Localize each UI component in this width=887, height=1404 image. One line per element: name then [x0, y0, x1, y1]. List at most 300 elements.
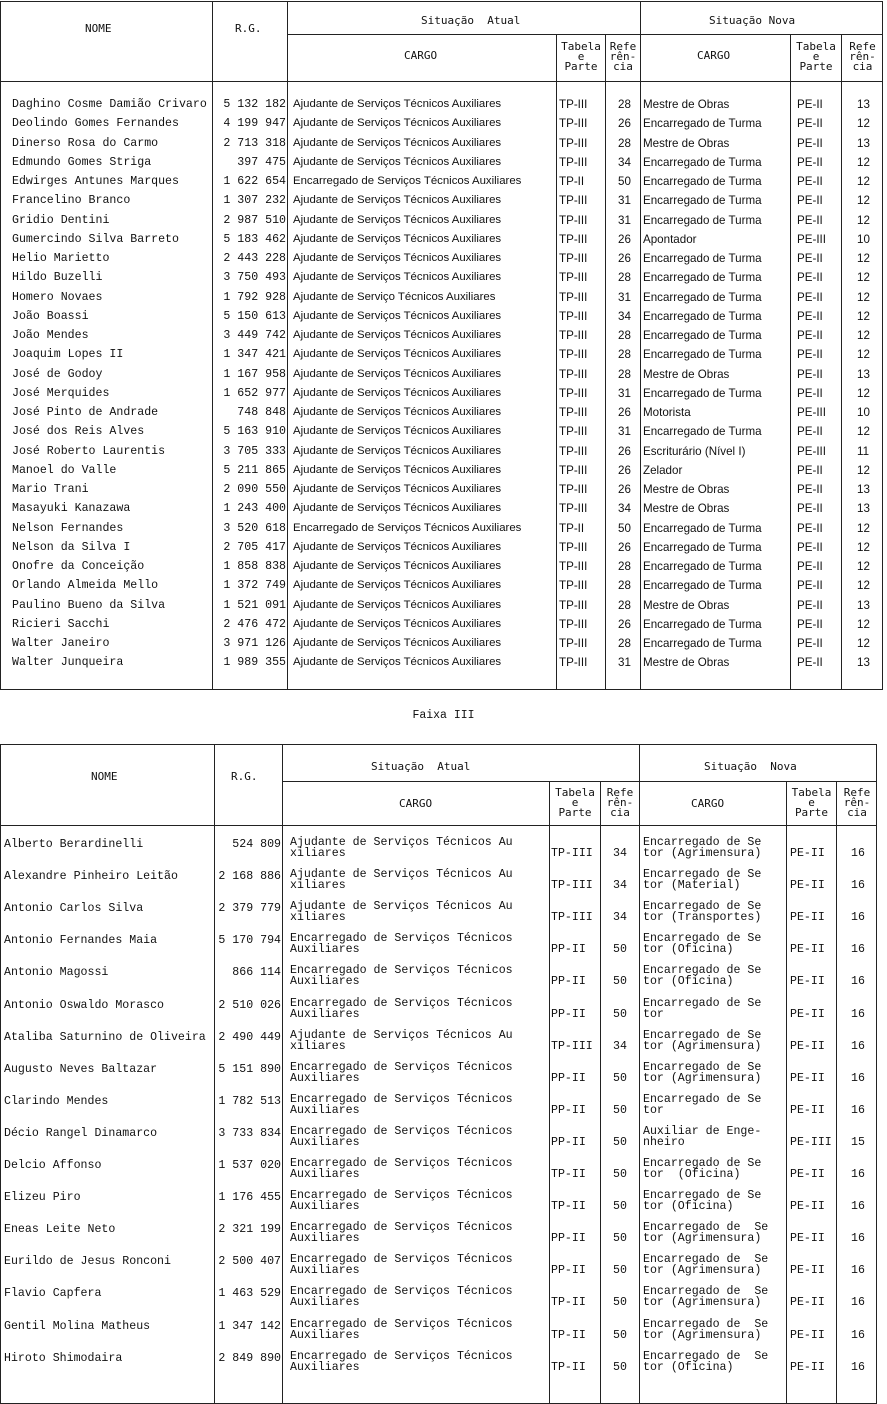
cell-novo-cargo: Auxiliar de Enge- nheiro: [643, 1124, 762, 1149]
cell-nome: Alexandre Pinheiro Leitão: [4, 870, 178, 884]
cell-novo-cargo: Encarregado de Se tor (Agrimensura): [643, 836, 762, 860]
cell-nova-ref: 16: [851, 943, 865, 957]
cell-ref: 28: [618, 367, 631, 381]
cell-tabela: TP-III: [559, 329, 588, 342]
cell-nova-ref: 12: [857, 463, 870, 477]
cell-cargo: Ajudante de Serviços Técnicos Au xiliares: [290, 900, 513, 925]
cell-cargo: Ajudante de Serviços Técnicos Auxiliares: [293, 232, 502, 245]
cell-nova-ref: 15: [851, 1135, 865, 1149]
cell-rg: 2 849 890: [218, 1351, 281, 1365]
cell-nova-tabela: PE-II: [797, 309, 823, 323]
cell-nome: Ricieri Sacchi: [12, 617, 110, 631]
cell-cargo: Encarregado de Serviços Técnicos Auxiliares: [293, 521, 522, 534]
cell-rg: 1 347 421: [223, 348, 286, 362]
cell-ref: 26: [618, 483, 631, 496]
cell-rg: 3 520 618: [223, 521, 286, 535]
header-tabela-atual: Tabela e Parte: [555, 786, 595, 819]
cell-cargo: Ajudante de Serviços Técnicos Auxiliares: [293, 252, 502, 264]
cell-novo-cargo: Encarregado de Turma: [643, 425, 762, 439]
cell-ref: 28: [618, 637, 631, 650]
cell-tabela: TP-III: [559, 290, 588, 304]
cell-novo-cargo: Encarregado de Turma: [643, 579, 762, 593]
cell-nova-ref: 11: [857, 444, 870, 458]
cell-nova-tabela: PE-II: [797, 483, 823, 496]
cell-tabela: TP-III: [559, 502, 588, 516]
header-cargo-nova: CARGO: [691, 797, 725, 810]
cell-ref: 50: [613, 1168, 627, 1181]
cell-nome: Eneas Leite Neto: [4, 1223, 116, 1237]
header-tabela-nova: Tabela e Parte: [791, 786, 832, 819]
cell-rg: 5 132 182: [223, 98, 286, 111]
cell-novo-cargo: Mestre de Obras: [643, 367, 730, 381]
cell-novo-cargo: Encarregado de Se tor (Oficina): [643, 1157, 762, 1181]
cell-tabela: PP-II: [551, 1135, 586, 1149]
cell-novo-cargo: Encarregado de Turma: [643, 271, 762, 285]
cell-nova-tabela: PE-II: [797, 521, 823, 535]
header-ref-atual: Refe rên- cia: [606, 786, 634, 819]
cell-tabela: TP-III: [559, 444, 588, 458]
cell-novo-cargo: Encarregado de Turma: [643, 386, 762, 400]
cell-rg: 1 858 838: [223, 560, 286, 573]
cell-tabela: PP-II: [551, 943, 586, 957]
cell-cargo: Ajudante de Serviços Técnicos Au xiliares: [290, 1028, 513, 1053]
cell-cargo: Ajudante de Serviços Técnicos Auxiliares: [293, 329, 502, 341]
cell-tabela: TP-III: [559, 155, 588, 169]
cell-tabela: TP-III: [559, 540, 588, 554]
cell-rg: 1 372 749: [223, 579, 286, 593]
cell-nova-tabela: PE-II: [797, 617, 823, 631]
cell-novo-cargo: Encarregado de Se tor (Agrimensura): [643, 1317, 769, 1342]
cell-cargo: Encarregado de Serviços Técnicos Auxiliares: [290, 1124, 513, 1149]
cell-cargo: Encarregado de Serviços Técnicos Auxiliares: [290, 1253, 513, 1278]
cell-tabela: TP-III: [559, 213, 588, 227]
cell-tabela: TP-III: [551, 847, 593, 860]
cell-nova-tabela: PE-II: [797, 271, 823, 285]
cell-nova-ref: 12: [857, 309, 870, 323]
cell-nova-tabela: PE-II: [790, 1103, 825, 1117]
cell-rg: 3 449 742: [223, 329, 286, 342]
cell-novo-cargo: Encarregado de Turma: [643, 521, 762, 535]
cell-nova-tabela: PE-II: [797, 540, 823, 554]
cell-cargo: Ajudante de Serviços Técnicos Auxiliares: [293, 386, 502, 399]
cell-nome: Flavio Capfera: [4, 1287, 102, 1301]
cell-nova-tabela: PE-II: [790, 1168, 825, 1181]
cell-nova-tabela: PE-II: [797, 502, 823, 516]
cell-nome: José de Godoy: [12, 367, 103, 381]
cell-ref: 34: [613, 879, 627, 893]
cell-tabela: TP-II: [551, 1328, 586, 1342]
cell-novo-cargo: Encarregado de Turma: [643, 617, 762, 631]
cell-nova-ref: 16: [851, 879, 865, 893]
header-cargo-atual: CARGO: [404, 49, 438, 62]
cell-tabela: TP-II: [551, 1296, 586, 1310]
cell-novo-cargo: Encarregado de Se tor (Transportes): [643, 900, 762, 925]
cell-nome: José Merquides: [12, 386, 110, 400]
cell-nova-ref: 12: [857, 617, 870, 631]
cell-nome: João Boassi: [12, 309, 89, 323]
cell-nova-tabela: PE-II: [797, 348, 823, 362]
cell-rg: 2 443 228: [223, 252, 286, 265]
cell-tabela: TP-III: [559, 367, 588, 381]
cell-rg: 2 510 026: [218, 998, 281, 1012]
cell-ref: 50: [613, 975, 627, 989]
cell-novo-cargo: Encarregado de Turma: [643, 329, 762, 342]
cell-tabela: TP-III: [559, 637, 588, 650]
cell-nova-ref: 16: [851, 1360, 865, 1374]
cell-nova-tabela: PE-II: [790, 943, 825, 957]
cell-rg: 1 307 232: [223, 194, 286, 208]
cell-cargo: Ajudante de Serviços Técnicos Auxiliares: [293, 406, 502, 418]
cell-ref: 31: [618, 386, 631, 400]
cell-nova-ref: 16: [851, 1103, 865, 1117]
cell-novo-cargo: Encarregado de Turma: [643, 252, 762, 265]
cell-nome: Deolindo Gomes Fernandes: [12, 117, 179, 131]
cell-novo-cargo: Encarregado de Se tor (Oficina): [643, 1349, 769, 1374]
cell-nova-tabela: PE-II: [790, 911, 825, 925]
cell-nome: Gentil Molina Matheus: [4, 1319, 151, 1333]
cell-rg: 5 183 462: [223, 232, 286, 246]
cell-nova-tabela: PE-III: [790, 1135, 832, 1149]
cell-nova-tabela: PE-II: [797, 155, 823, 169]
header-nome: NOME: [85, 22, 112, 35]
cell-tabela: PP-II: [551, 1007, 586, 1021]
header-ref-nova: Refe rên- cia: [843, 786, 871, 819]
cell-novo-cargo: Encarregado de Se tor (Agrimensura): [643, 1253, 769, 1278]
cell-ref: 34: [613, 911, 627, 925]
cell-nova-ref: 16: [851, 1200, 865, 1214]
cell-novo-cargo: Encarregado de Se tor (Agrimensura): [643, 1221, 769, 1246]
cell-nome: Edmundo Gomes Striga: [12, 155, 152, 169]
cell-nova-ref: 10: [857, 406, 870, 419]
cell-nome: Masayuki Kanazawa: [12, 502, 131, 516]
cell-rg: 5 170 794: [218, 934, 281, 948]
cell-nova-tabela: PE-II: [797, 175, 823, 188]
cell-novo-cargo: Encarregado de Se tor (Agrimensura): [643, 1028, 762, 1053]
cell-novo-cargo: Mestre de Obras: [643, 136, 730, 150]
cell-rg: 5 163 910: [223, 425, 286, 439]
cell-nome: Helio Marietto: [12, 252, 110, 265]
cell-cargo: Encarregado de Serviços Técnicos Auxiliares: [290, 964, 513, 989]
header-ref-nova: Refe rên- cia: [849, 40, 876, 73]
cell-tabela: TP-III: [559, 252, 588, 265]
cell-cargo: Ajudante de Serviços Técnicos Auxiliares: [293, 309, 502, 322]
cell-novo-cargo: Mestre de Obras: [643, 656, 730, 670]
cell-rg: 2 379 779: [218, 902, 281, 916]
cell-tabela: TP-II: [559, 175, 585, 188]
header-rg: R.G.: [231, 770, 258, 783]
cell-nova-tabela: PE-II: [797, 136, 823, 150]
cell-rg: 1 463 529: [218, 1287, 281, 1301]
cell-ref: 50: [613, 1264, 627, 1278]
cell-cargo: Ajudante de Serviços Técnicos Auxiliares: [293, 271, 502, 284]
cell-nova-ref: 16: [851, 1168, 865, 1181]
cell-ref: 50: [613, 943, 627, 957]
cell-tabela: TP-II: [551, 1200, 586, 1214]
cell-tabela: TP-II: [551, 1360, 586, 1374]
cell-nova-tabela: PE-II: [797, 386, 823, 400]
cell-rg: 3 971 126: [223, 637, 286, 650]
cell-nome: Alberto Berardinelli: [4, 838, 144, 851]
cell-novo-cargo: Encarregado de Turma: [643, 175, 762, 188]
cell-nome: Paulino Bueno da Silva: [12, 598, 166, 612]
header-situacao-nova: Situação Nova: [704, 760, 797, 773]
cell-novo-cargo: Zelador: [643, 463, 683, 477]
cell-nova-tabela: PE-II: [790, 1039, 825, 1053]
header-tabela-nova: Tabela e Parte: [796, 40, 836, 73]
cell-ref: 26: [618, 252, 631, 265]
cell-rg: 524 809: [232, 838, 281, 851]
cell-novo-cargo: Mestre de Obras: [643, 483, 730, 496]
cell-cargo: Ajudante de Serviços Técnicos Auxiliares: [293, 656, 502, 669]
cell-tabela: TP-III: [559, 348, 588, 362]
cell-nova-ref: 13: [857, 656, 870, 670]
cell-cargo: Ajudante de Serviços Técnicos Auxiliares: [293, 155, 502, 168]
cell-tabela: PP-II: [551, 1103, 586, 1117]
cell-nova-ref: 13: [857, 598, 870, 612]
cell-rg: 1 243 400: [223, 502, 286, 516]
cell-rg: 4 199 947: [223, 117, 286, 131]
cell-nome: José Pinto de Andrade: [12, 406, 159, 419]
header-situacao-nova: Situação Nova: [709, 14, 796, 27]
cell-nova-ref: 12: [857, 637, 870, 650]
cell-ref: 28: [618, 598, 631, 612]
cell-nova-ref: 12: [857, 579, 870, 593]
cell-novo-cargo: Encarregado de Turma: [643, 194, 762, 208]
cell-cargo: Ajudante de Serviços Técnicos Auxiliares: [293, 367, 502, 380]
cell-nova-tabela: PE-II: [790, 1071, 825, 1085]
cell-tabela: TP-III: [559, 579, 588, 593]
cell-nova-ref: 12: [857, 560, 870, 573]
cell-cargo: Ajudante de Serviços Técnicos Auxiliares: [293, 579, 502, 592]
header-nome: NOME: [91, 770, 118, 783]
cell-nome: Delcio Affonso: [4, 1159, 102, 1172]
cell-novo-cargo: Encarregado de Turma: [643, 117, 762, 131]
cell-nome: Gridio Dentini: [12, 213, 110, 227]
cell-nome: Eurildo de Jesus Ronconi: [4, 1255, 171, 1269]
cell-nome: Hiroto Shimodaira: [4, 1351, 123, 1365]
cell-nome: Gumercindo Silva Barreto: [12, 232, 179, 246]
cell-tabela: TP-III: [559, 560, 588, 573]
cell-ref: 34: [618, 309, 631, 323]
cell-nova-tabela: PE-II: [797, 329, 823, 342]
cell-cargo: Ajudante de Serviços Técnicos Auxiliares: [293, 444, 502, 457]
cell-nova-ref: 10: [857, 232, 870, 246]
cell-cargo: Ajudante de Serviços Técnicos Auxiliares: [293, 617, 502, 630]
cell-cargo: Ajudante de Serviços Técnicos Auxiliares: [293, 213, 502, 226]
cell-novo-cargo: Motorista: [643, 406, 691, 419]
cell-nova-tabela: PE-II: [790, 1232, 825, 1246]
promotion-table-2: [0, 744, 877, 1404]
cell-tabela: PP-II: [551, 1071, 586, 1085]
cell-nova-tabela: PE-II: [790, 1264, 825, 1278]
cell-nome: Augusto Neves Baltazar: [4, 1062, 158, 1076]
cell-cargo: Ajudante de Serviços Técnicos Au xiliares: [290, 836, 513, 860]
cell-ref: 50: [618, 521, 631, 535]
cell-tabela: TP-III: [559, 136, 588, 150]
cell-rg: 748 848: [237, 406, 286, 419]
cell-nova-ref: 12: [857, 194, 870, 208]
cell-nova-ref: 13: [857, 502, 870, 516]
cell-nome: Antonio Fernandes Maia: [4, 934, 158, 948]
cell-ref: 26: [618, 463, 631, 477]
cell-tabela: TP-III: [559, 425, 588, 439]
cell-cargo: Ajudante de Serviços Técnicos Au xiliares: [290, 868, 513, 893]
cell-nova-tabela: PE-II: [790, 1360, 825, 1374]
cell-novo-cargo: Mestre de Obras: [643, 98, 730, 111]
cell-ref: 31: [618, 194, 631, 208]
cell-novo-cargo: Encarregado de Se tor: [643, 1092, 762, 1117]
cell-tabela: TP-III: [559, 194, 588, 208]
cell-cargo: Ajudante de Serviços Técnicos Auxiliares: [293, 637, 502, 649]
cell-rg: 2 490 449: [218, 1030, 281, 1044]
cell-rg: 2 713 318: [223, 136, 286, 150]
promotion-table-1: [0, 1, 883, 690]
cell-nova-ref: 12: [857, 213, 870, 227]
cell-nome: Edwirges Antunes Marques: [12, 175, 179, 188]
cell-nome: Francelino Branco: [12, 194, 131, 208]
cell-cargo: Encarregado de Serviços Técnicos Auxiliares: [293, 175, 522, 187]
cell-cargo: Ajudante de Serviços Técnicos Auxiliares: [293, 136, 502, 149]
cell-novo-cargo: Encarregado de Se tor (Oficina): [643, 932, 762, 957]
cell-ref: 50: [613, 1103, 627, 1117]
cell-nome: Mario Trani: [12, 483, 89, 496]
cell-cargo: Encarregado de Serviços Técnicos Auxiliares: [290, 1060, 513, 1085]
cell-tabela: TP-III: [559, 656, 588, 670]
cell-tabela: PP-II: [551, 1232, 586, 1246]
cell-nova-ref: 13: [857, 367, 870, 381]
cell-nova-ref: 16: [851, 1328, 865, 1342]
cell-tabela: TP-III: [559, 117, 588, 131]
cell-nova-tabela: PE-III: [797, 406, 826, 419]
cell-novo-cargo: Encarregado de Turma: [643, 540, 762, 554]
cell-nova-ref: 16: [851, 975, 865, 989]
cell-rg: 1 176 455: [218, 1191, 281, 1205]
cell-rg: 1 167 958: [223, 367, 286, 381]
cell-nova-ref: 13: [857, 136, 870, 150]
cell-nova-tabela: PE-II: [797, 117, 823, 131]
cell-nova-ref: 12: [857, 252, 870, 265]
cell-ref: 31: [618, 656, 631, 670]
cell-novo-cargo: Encarregado de Se tor: [643, 996, 762, 1021]
cell-ref: 26: [618, 617, 631, 631]
cell-nova-tabela: PE-II: [790, 1007, 825, 1021]
cell-cargo: Encarregado de Serviços Técnicos Auxiliares: [290, 1157, 513, 1181]
cell-nova-tabela: PE-II: [797, 194, 823, 208]
cell-ref: 50: [613, 1232, 627, 1246]
cell-novo-cargo: Encarregado de Turma: [643, 213, 762, 227]
cell-nome: Antonio Oswaldo Morasco: [4, 998, 165, 1012]
cell-nova-ref: 12: [857, 521, 870, 535]
cell-tabela: TP-III: [559, 617, 588, 631]
cell-ref: 28: [618, 329, 631, 342]
cell-ref: 26: [618, 444, 631, 458]
cell-nome: Décio Rangel Dinamarco: [4, 1126, 158, 1140]
cell-novo-cargo: Encarregado de Turma: [643, 348, 762, 362]
cell-tabela: PP-II: [551, 975, 586, 989]
cell-nova-ref: 13: [857, 98, 870, 111]
cell-nova-ref: 12: [857, 329, 870, 342]
cell-nome: Ataliba Saturnino de Oliveira: [4, 1030, 206, 1044]
cell-tabela: TP-III: [559, 406, 588, 419]
cell-rg: 397 475: [237, 155, 286, 169]
cell-cargo: Encarregado de Serviços Técnicos Auxiliares: [290, 996, 513, 1021]
cell-nova-tabela: PE-II: [797, 290, 823, 304]
cell-rg: 5 150 613: [223, 309, 286, 323]
cell-novo-cargo: Encarregado de Turma: [643, 290, 762, 304]
section-title: Faixa III: [412, 709, 475, 722]
cell-nova-tabela: PE-III: [797, 232, 826, 246]
cell-rg: 2 321 199: [218, 1223, 281, 1237]
cell-nome: Homero Novaes: [12, 290, 103, 304]
cell-ref: 34: [618, 502, 631, 516]
cell-novo-cargo: Encarregado de Turma: [643, 155, 762, 169]
cell-rg: 1 622 654: [223, 175, 286, 188]
cell-nova-tabela: PE-II: [797, 656, 823, 670]
cell-rg: 3 705 333: [223, 444, 286, 458]
cell-ref: 28: [618, 271, 631, 285]
cell-nova-ref: 12: [857, 155, 870, 169]
cell-nome: João Mendes: [12, 329, 89, 342]
cell-cargo: Encarregado de Serviços Técnicos Auxiliares: [290, 1349, 513, 1374]
cell-nova-tabela: PE-II: [797, 425, 823, 439]
cell-rg: 1 792 928: [223, 290, 286, 304]
cell-cargo: Encarregado de Serviços Técnicos Auxiliares: [290, 1317, 513, 1342]
header-cargo-nova: CARGO: [697, 49, 731, 62]
cell-nome: Joaquim Lopes II: [12, 348, 124, 362]
cell-novo-cargo: Encarregado de Se tor (Material): [643, 868, 762, 893]
cell-nome: Nelson Fernandes: [12, 521, 124, 535]
cell-cargo: Ajudante de Serviços Técnicos Auxiliares: [293, 98, 502, 110]
cell-ref: 34: [613, 1039, 627, 1053]
cell-novo-cargo: Encarregado de Se tor (Agrimensura): [643, 1285, 769, 1310]
cell-cargo: Ajudante de Serviços Técnicos Auxiliares: [293, 560, 502, 572]
cell-cargo: Ajudante de Serviços Técnicos Auxiliares: [293, 502, 502, 515]
cell-nova-tabela: PE-II: [797, 367, 823, 381]
cell-ref: 26: [618, 406, 631, 419]
cell-novo-cargo: Encarregado de Se tor (Oficina): [643, 964, 762, 989]
cell-cargo: Ajudante de Serviços Técnicos Auxiliares: [293, 598, 502, 611]
header-ref-atual: Refe rên- cia: [609, 40, 637, 73]
cell-rg: 1 652 977: [223, 386, 286, 400]
cell-novo-cargo: Mestre de Obras: [643, 502, 730, 516]
cell-tabela: TP-III: [559, 483, 588, 496]
cell-novo-cargo: Encarregado de Turma: [643, 560, 762, 573]
cell-tabela: TP-III: [551, 1039, 593, 1053]
cell-nome: Orlando Almeida Mello: [12, 579, 159, 593]
cell-ref: 28: [618, 98, 631, 111]
cell-nova-tabela: PE-II: [797, 213, 823, 227]
cell-nova-ref: 12: [857, 540, 870, 554]
cell-nova-ref: 16: [851, 1264, 865, 1278]
cell-nova-tabela: PE-II: [790, 1200, 825, 1214]
cell-nova-ref: 16: [851, 1232, 865, 1246]
cell-ref: 50: [613, 1007, 627, 1021]
header-cargo-atual: CARGO: [399, 797, 433, 810]
cell-nova-ref: 16: [851, 1007, 865, 1021]
cell-nova-tabela: PE-II: [797, 560, 823, 573]
cell-ref: 28: [618, 348, 631, 362]
cell-nome: Antonio Magossi: [4, 966, 109, 980]
cell-novo-cargo: Mestre de Obras: [643, 598, 730, 612]
cell-ref: 34: [618, 155, 631, 169]
cell-ref: 50: [613, 1360, 627, 1374]
cell-rg: 1 782 513: [218, 1094, 281, 1108]
cell-nova-ref: 12: [857, 348, 870, 362]
cell-ref: 31: [618, 213, 631, 227]
cell-ref: 31: [618, 290, 631, 304]
cell-cargo: Ajudante de Serviços Técnicos Auxiliares: [293, 483, 502, 495]
cell-nome: Hildo Buzelli: [12, 271, 103, 285]
